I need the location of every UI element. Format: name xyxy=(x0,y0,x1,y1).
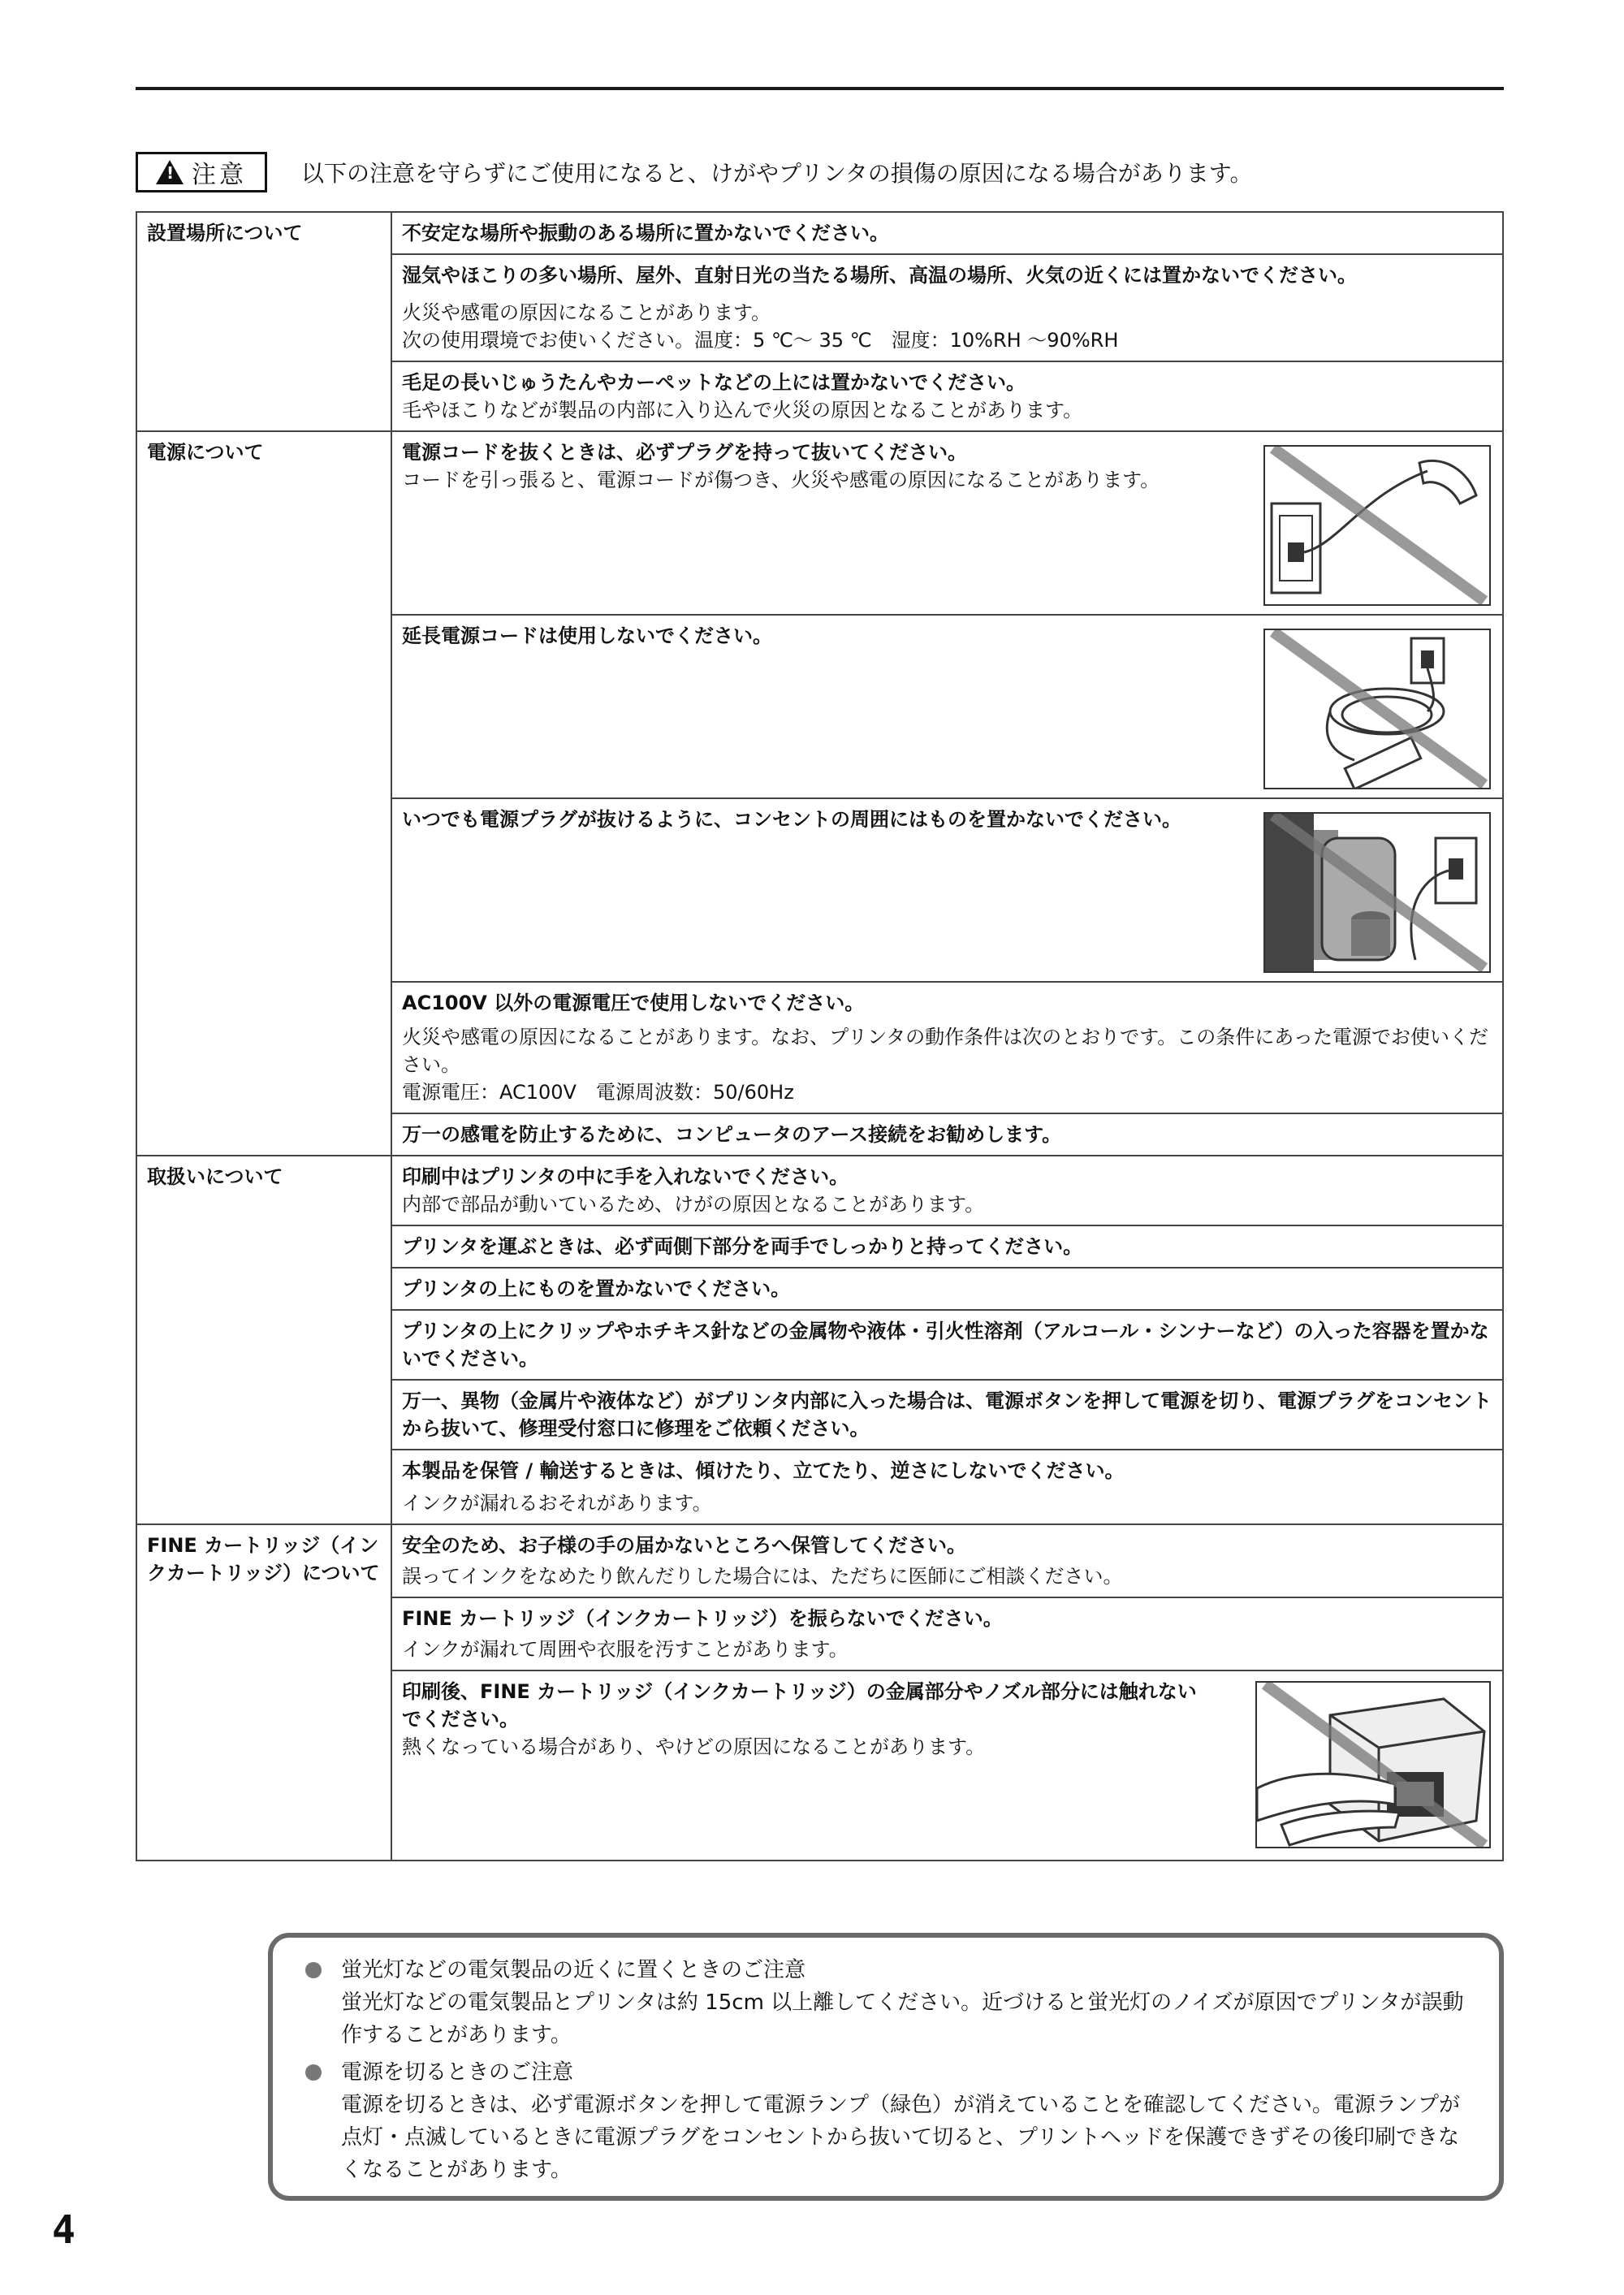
safety-item xyxy=(391,1670,1503,1861)
item-text: 電源電圧：AC100V 電源周波数：50/60Hz xyxy=(402,1081,794,1104)
item-heading: 電源コードを抜くときは、必ずプラグを持って抜いてください。 xyxy=(402,441,967,464)
bullet-icon xyxy=(305,1962,322,1978)
page-number: 4 xyxy=(52,2207,76,2253)
caution-intro: 以下の注意を守らずにご使用になると、けがやプリンタの損傷の原因になる場合があります。 xyxy=(301,160,1253,187)
item-text: 誤ってインクをなめたり飲んだりした場合には、ただちに医師にご相談ください。 xyxy=(402,1565,1123,1588)
safety-item xyxy=(391,1524,1503,1597)
safety-item xyxy=(391,615,1503,798)
safety-item xyxy=(391,1113,1503,1156)
item-heading: 印刷後、FINE カートリッジ（インクカートリッジ）の金属部分やノズル部分には触れないでください。 xyxy=(402,1680,1197,1731)
safety-table xyxy=(136,211,1504,1861)
item-heading: AC100V 以外の電源電圧で使用しないでください。 xyxy=(402,992,865,1014)
category-fine-cartridge: FINE カートリッジ（インクカートリッジ）について xyxy=(136,1524,391,1861)
notes-box xyxy=(268,1933,1504,2201)
table-row xyxy=(136,431,1503,615)
note-item xyxy=(305,2056,1466,2186)
item-text: 内部で部品が動いているため、けがの原因となることがあります。 xyxy=(402,1193,985,1216)
category-power: 電源について xyxy=(136,431,391,1156)
note-title: 電源を切るときのご注意 xyxy=(341,2060,574,2085)
item-text: インクが漏れるおそれがあります。 xyxy=(402,1492,712,1515)
item-heading: 印刷中はプリンタの中に手を入れないでください。 xyxy=(402,1165,849,1188)
item-heading: 延長電源コードは使用しないでください。 xyxy=(402,625,772,647)
safety-item xyxy=(391,1310,1503,1380)
item-text: コードを引っ張ると、電源コードが傷つき、火災や感電の原因になることがあります。 xyxy=(402,469,1160,491)
item-heading: 万一の感電を防止するために、コンピュータのアース接続をお勧めします。 xyxy=(402,1123,1062,1146)
safety-item xyxy=(391,798,1503,982)
item-text: 火災や感電の原因になることがあります。なお、プリンタの動作条件は次のとおりです。この条件にあった電源でお使いください。 xyxy=(402,1026,1488,1076)
note-body: 電源を切るときは、必ず電源ボタンを押して電源ランプ（緑色）が消えていることを確認してください。電源ランプが点灯・点滅しているときに電源プラグをコンセントから抜いて切ると、プリントヘッドを保護できずその後印刷できなくなることがあります。 xyxy=(341,2093,1461,2182)
item-text: 毛やほこりなどが製品の内部に入り込んで火災の原因となることがあります。 xyxy=(402,399,1083,421)
item-text: インクが漏れて周囲や衣服を汚すことがあります。 xyxy=(402,1638,849,1661)
item-heading: プリンタの上にものを置かないでください。 xyxy=(402,1277,791,1300)
no-pulling-cord-illustration xyxy=(1263,445,1491,606)
item-heading: 万一、異物（金属片や液体など）がプリンタ内部に入った場合は、電源ボタンを押して電源を切り、電源プラグをコンセントから抜いて、修理受付窓口に修理をご依頼ください。 xyxy=(402,1390,1492,1440)
note-item xyxy=(305,1954,1466,2051)
safety-item xyxy=(391,1597,1503,1670)
warning-triangle-icon xyxy=(156,160,184,184)
caution-badge xyxy=(136,152,267,192)
safety-item xyxy=(391,212,1503,254)
table-row xyxy=(136,1524,1503,1597)
safety-item xyxy=(391,1380,1503,1450)
safety-item xyxy=(391,361,1503,431)
safety-item xyxy=(391,982,1503,1113)
no-touching-nozzle-illustration xyxy=(1255,1681,1491,1848)
item-heading: FINE カートリッジ（インクカートリッジ）を振らないでください。 xyxy=(402,1607,1003,1630)
item-heading: 本製品を保管 / 輸送するときは、傾けたり、立てたり、逆さにしないでください。 xyxy=(402,1459,1125,1482)
caution-label: 注意 xyxy=(192,161,247,189)
item-text: 次の使用環境でお使いください。温度：5 ℃～ 35 ℃ 湿度：10%RH ～90%RH xyxy=(402,329,1119,352)
item-heading: 安全のため、お子様の手の届かないところへ保管してください。 xyxy=(402,1534,967,1557)
safety-item xyxy=(391,254,1503,361)
safety-item xyxy=(391,1450,1503,1524)
no-objects-near-outlet-illustration xyxy=(1263,812,1491,973)
safety-item xyxy=(391,1268,1503,1310)
no-extension-cord-illustration xyxy=(1263,629,1491,789)
category-install: 設置場所について xyxy=(136,212,391,431)
bullet-icon xyxy=(305,2064,322,2081)
safety-item xyxy=(391,1225,1503,1268)
item-heading: プリンタを運ぶときは、必ず両側下部分を両手でしっかりと持ってください。 xyxy=(402,1235,1083,1258)
item-text: 熱くなっている場合があり、やけどの原因になることがあります。 xyxy=(402,1735,986,1758)
table-row xyxy=(136,1156,1503,1225)
item-heading: プリンタの上にクリップやホチキス針などの金属物や液体・引火性溶剤（アルコール・シンナーなど）の入った容器を置かないでください。 xyxy=(402,1320,1489,1370)
note-body: 蛍光灯などの電気製品とプリンタは約 15cm 以上離してください。近づけると蛍光灯のノイズが原因でプリンタが誤動作することがあります。 xyxy=(341,1990,1464,2047)
caution-header xyxy=(136,149,1253,195)
table-row xyxy=(136,212,1503,254)
top-rule xyxy=(136,87,1504,90)
safety-item xyxy=(391,431,1503,615)
item-heading: 不安定な場所や振動のある場所に置かないでください。 xyxy=(402,222,889,244)
safety-item xyxy=(391,1156,1503,1225)
item-heading: いつでも電源プラグが抜けるように、コンセントの周囲にはものを置かないでください。 xyxy=(402,808,1181,831)
item-text: 火災や感電の原因になることがあります。 xyxy=(402,301,771,324)
item-heading: 毛足の長いじゅうたんやカーペットなどの上には置かないでください。 xyxy=(402,371,1026,394)
item-heading: 湿気やほこりの多い場所、屋外、直射日光の当たる場所、高温の場所、火気の近くには置かないでください。 xyxy=(402,264,1357,287)
category-handling: 取扱いについて xyxy=(136,1156,391,1524)
note-title: 蛍光灯などの電気製品の近くに置くときのご注意 xyxy=(341,1958,806,1982)
